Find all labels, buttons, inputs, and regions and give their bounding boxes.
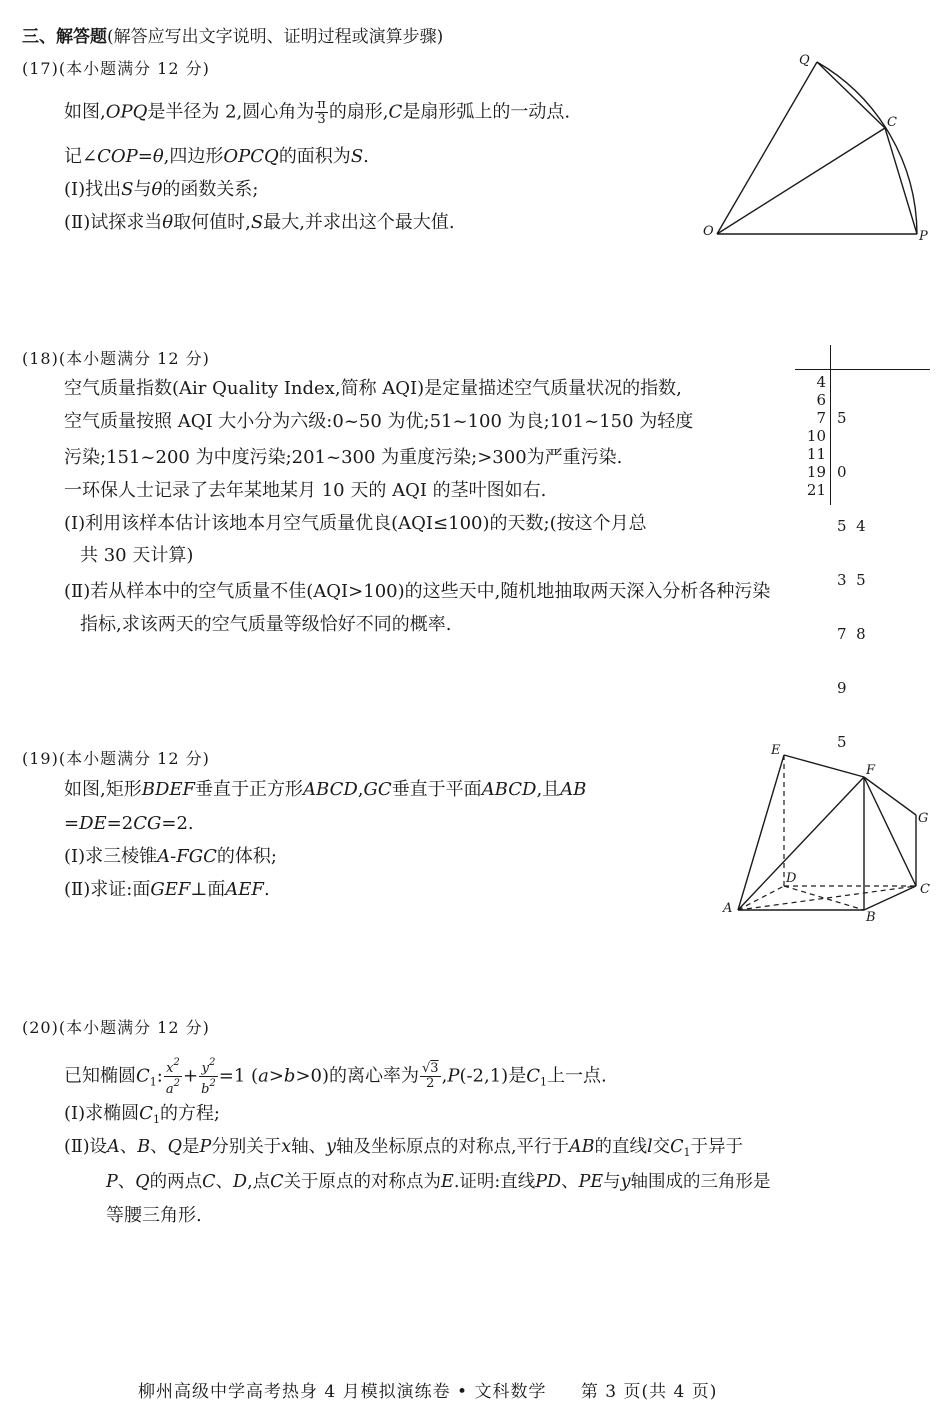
text: . <box>363 146 369 167</box>
leaf-values: 5 <box>837 733 847 751</box>
var: BDEF <box>141 779 196 800</box>
text: 的两点 <box>149 1172 203 1192</box>
q17-header: (17)(本小题满分 12 分) <box>22 59 210 78</box>
q18-header: (18)(本小题满分 12 分) <box>22 349 210 368</box>
var: B <box>137 1137 151 1157</box>
var: b <box>201 1082 210 1097</box>
stem-value: 7 <box>816 409 826 427</box>
var: y <box>201 1061 209 1076</box>
fraction-x2-over-a2 <box>164 1056 182 1097</box>
var: C <box>202 1172 216 1192</box>
text: 分别关于 <box>211 1137 282 1157</box>
segment-oq <box>717 62 817 234</box>
text: (Ⅱ)设 <box>64 1137 108 1157</box>
label-o: O <box>703 224 714 239</box>
var: OPCQ <box>223 146 279 167</box>
exponent: 2 <box>209 1078 216 1089</box>
page-footer <box>138 1377 717 1402</box>
edge-ef <box>784 755 864 777</box>
q18-part2-line2: 指标,求该两天的空气质量等级恰好不同的概率. <box>80 614 452 635</box>
text: 关于原点的对称点为 <box>283 1172 442 1192</box>
var: y <box>326 1137 336 1157</box>
text: =2. <box>161 813 194 834</box>
text: 、 <box>119 1137 138 1157</box>
subscript: 1 <box>152 1113 160 1126</box>
exponent: 2 <box>208 1057 216 1068</box>
text: (Ⅱ)试探求当 <box>64 212 163 233</box>
exponent: 2 <box>173 1057 180 1068</box>
var: PE <box>578 1172 604 1192</box>
stem-leaf-hline <box>795 369 930 370</box>
text: 的体积; <box>216 846 277 867</box>
text: ⊥面 <box>190 879 226 900</box>
text: 轴围成的三角形是 <box>630 1172 771 1192</box>
arc-pq <box>817 62 917 234</box>
numerator <box>199 1056 218 1077</box>
fraction-root3-over-2 <box>420 1062 441 1091</box>
var: PD <box>535 1172 562 1192</box>
text: 已知椭圆 <box>64 1065 136 1087</box>
denominator <box>164 1077 182 1097</box>
var: Q <box>135 1172 150 1192</box>
denominator <box>199 1077 218 1097</box>
var: DE <box>79 813 107 834</box>
label-c: C <box>920 882 930 897</box>
edge-db <box>784 886 864 910</box>
var: ABCD <box>481 779 537 800</box>
solid-figure <box>718 740 940 925</box>
q20-part2-line1 <box>64 1135 743 1165</box>
numerator: π <box>317 97 326 112</box>
text: 交 <box>652 1137 671 1157</box>
text: , <box>357 779 364 800</box>
text: 如图, <box>64 101 106 123</box>
var: C <box>270 1172 284 1192</box>
text: 是扇形弧上的一动点. <box>402 101 571 123</box>
var: θ <box>151 179 163 200</box>
text: ,四边形 <box>163 146 224 167</box>
var: CG <box>133 813 162 834</box>
text: (Ⅰ)求椭圆 <box>64 1103 140 1124</box>
segment-qc <box>817 62 885 128</box>
var: OPQ <box>105 101 148 123</box>
stem-leaf-plot <box>795 345 930 751</box>
radicand: 3 <box>430 1061 439 1076</box>
edge-fc <box>864 777 916 886</box>
numerator: √3 <box>422 1061 439 1076</box>
text: 的扇形, <box>328 101 389 123</box>
q19-line1 <box>64 778 586 802</box>
text: >0)的离心率为 <box>295 1065 419 1087</box>
text: 垂直于平面 <box>391 779 482 800</box>
var: C <box>388 101 403 123</box>
q17-line1 <box>64 98 570 127</box>
q17-part1 <box>64 178 258 202</box>
section-title: 三、解答题 <box>22 27 107 47</box>
text: 是半径为 2,圆心角为 <box>147 101 315 123</box>
stem-value: 21 <box>806 481 826 499</box>
q20-line1 <box>64 1056 607 1097</box>
var: AB <box>569 1137 595 1157</box>
text: 、 <box>215 1172 234 1192</box>
text: 最大,并求出这个最大值. <box>263 212 455 233</box>
var: AEF <box>225 879 264 900</box>
var: C <box>136 1065 150 1087</box>
text: > <box>268 1065 284 1087</box>
subscript: 1 <box>539 1075 547 1089</box>
label-g: G <box>918 811 929 826</box>
label-e: E <box>771 743 781 758</box>
text: - <box>170 846 177 867</box>
var: θ <box>162 212 174 233</box>
text: 上一点. <box>546 1065 607 1087</box>
text: : <box>156 1065 163 1087</box>
var: C <box>139 1103 153 1124</box>
label-a: A <box>723 901 733 916</box>
var: D <box>233 1172 248 1192</box>
text: (Ⅰ)求三棱锥 <box>64 846 158 867</box>
stem-value: 11 <box>806 445 826 463</box>
q18-line4: 一环保人士记录了去年某地某月 10 天的 AQI 的茎叶图如右. <box>64 480 547 501</box>
var: x <box>281 1137 292 1157</box>
leaf-values: 9 <box>837 679 847 697</box>
leaf-column <box>837 373 866 787</box>
text: 如图,矩形 <box>64 779 142 800</box>
text: ,且 <box>536 779 561 800</box>
var: S <box>121 179 134 200</box>
leaf-values: 5 <box>837 409 847 427</box>
text: + <box>183 1065 199 1087</box>
text: 、 <box>117 1172 136 1192</box>
text: 记∠ <box>64 146 98 167</box>
label-b: B <box>866 910 876 925</box>
label-c: C <box>887 115 897 130</box>
var: Q <box>167 1137 182 1157</box>
text: 是 <box>181 1137 200 1157</box>
segment-cp <box>885 128 917 234</box>
var: x <box>166 1061 174 1076</box>
stem-column <box>795 373 826 499</box>
var: P <box>199 1137 212 1157</box>
label-q: Q <box>799 53 810 68</box>
text: =1 ( <box>218 1065 259 1087</box>
text: 的面积为 <box>278 146 351 167</box>
sector-figure <box>695 50 940 245</box>
q18-part2-line1: (Ⅱ)若从样本中的空气质量不佳(AQI>100)的这些天中,随机地抽取两天深入分析各种污染 <box>64 581 771 602</box>
label-f: F <box>866 763 876 778</box>
var: AB <box>560 779 587 800</box>
leaf-values: 0 <box>837 463 847 481</box>
leaf-values: 3 5 <box>837 571 866 589</box>
var: FGC <box>176 846 217 867</box>
var: P <box>447 1065 460 1087</box>
section-header <box>22 22 443 47</box>
text: 的函数关系; <box>162 179 259 200</box>
text: 的方程; <box>159 1103 221 1124</box>
stem-value: 10 <box>806 427 826 445</box>
text: 垂直于正方形 <box>195 779 304 800</box>
q19-part1 <box>64 845 277 869</box>
denominator: 2 <box>426 1076 435 1091</box>
var: a <box>258 1065 269 1087</box>
text: 的直线 <box>594 1137 648 1157</box>
numerator <box>164 1056 182 1077</box>
text: 、 <box>150 1137 168 1157</box>
q20-header: (20)(本小题满分 12 分) <box>22 1018 210 1037</box>
leaf-values: 7 8 <box>837 625 866 643</box>
q17-part2 <box>64 211 455 235</box>
q20-part1 <box>64 1102 220 1132</box>
edge-ad <box>738 886 784 910</box>
text: = <box>137 146 153 167</box>
text: 与 <box>133 179 152 200</box>
edge-ae <box>738 755 784 910</box>
footer-title: 柳州高级中学高考热身 4 月模拟演练卷 • 文科数学 <box>138 1382 547 1402</box>
text: (Ⅰ)找出 <box>64 179 122 200</box>
text: , <box>441 1065 448 1087</box>
q20-part2-line2 <box>106 1170 771 1194</box>
text: . <box>263 879 270 900</box>
q19-header: (19)(本小题满分 12 分) <box>22 749 210 768</box>
denominator: 3 <box>317 112 326 127</box>
subscript: 1 <box>149 1075 157 1089</box>
stem-value: 6 <box>816 391 826 409</box>
var: S <box>250 212 264 233</box>
text: 与 <box>603 1172 621 1192</box>
stem-leaf-vline <box>830 345 831 505</box>
label-d: D <box>786 871 797 886</box>
text: 轴及坐标原点的对称点,平行于 <box>335 1137 570 1157</box>
text: 轴、 <box>291 1137 327 1157</box>
subscript: 1 <box>683 1146 691 1159</box>
var: ABCD <box>303 779 358 800</box>
var: COP <box>97 146 138 167</box>
page-number: 第 3 页(共 4 页) <box>580 1382 718 1402</box>
q17-line2 <box>64 145 369 169</box>
var: θ <box>152 146 164 167</box>
label-p: P <box>919 229 928 244</box>
var: P <box>106 1172 118 1192</box>
var: A <box>107 1137 120 1157</box>
exponent: 2 <box>173 1078 180 1089</box>
var: A <box>157 846 171 867</box>
text: 、 <box>561 1172 579 1192</box>
var: a <box>165 1082 174 1097</box>
text: 于异于 <box>690 1137 744 1157</box>
q18-line2: 空气质量按照 AQI 大小分为六级:0~50 为优;51~100 为良;101~150 为轻度 <box>64 411 694 432</box>
var: l <box>647 1137 653 1157</box>
var: C <box>526 1065 540 1087</box>
text: (Ⅱ)求证:面 <box>64 879 151 900</box>
fraction-y2-over-b2 <box>199 1056 218 1097</box>
var: E <box>441 1172 454 1192</box>
stem-value: 19 <box>806 463 826 481</box>
var: b <box>283 1065 296 1087</box>
text: (-2,1)是 <box>459 1065 527 1087</box>
q19-line2 <box>64 812 194 836</box>
q19-part2 <box>64 878 270 902</box>
text: =2 <box>106 813 134 834</box>
var: y <box>620 1172 631 1192</box>
leaf-values: 5 4 <box>837 517 866 535</box>
q18-line1: 空气质量指数(Air Quality Index,简称 AQI)是定量描述空气质量状况的指数, <box>64 378 682 399</box>
segment-oc <box>717 128 885 234</box>
fraction-pi-over-3 <box>315 98 328 127</box>
section-note: (解答应写出文字说明、证明过程或演算步骤) <box>107 27 444 47</box>
edge-fg <box>864 777 916 815</box>
var: C <box>670 1137 684 1157</box>
q18-part1-line2: 共 30 天计算) <box>80 545 194 566</box>
var: GC <box>363 779 392 800</box>
text: ,点 <box>247 1172 271 1192</box>
var: S <box>350 146 364 167</box>
q18-line3: 污染;151~200 为中度污染;201~300 为重度污染;>300为严重污染. <box>64 447 623 468</box>
text: = <box>64 813 80 834</box>
text: .证明:直线 <box>453 1172 536 1192</box>
edge-af <box>738 777 864 910</box>
var: GEF <box>150 879 191 900</box>
q20-part2-line3: 等腰三角形. <box>106 1205 202 1226</box>
text: 取何值时, <box>173 212 251 233</box>
stem-value: 4 <box>816 373 826 391</box>
q18-part1-line1: (Ⅰ)利用该样本估计该地本月空气质量优良(AQI≤100)的天数;(按这个月总 <box>64 513 647 534</box>
